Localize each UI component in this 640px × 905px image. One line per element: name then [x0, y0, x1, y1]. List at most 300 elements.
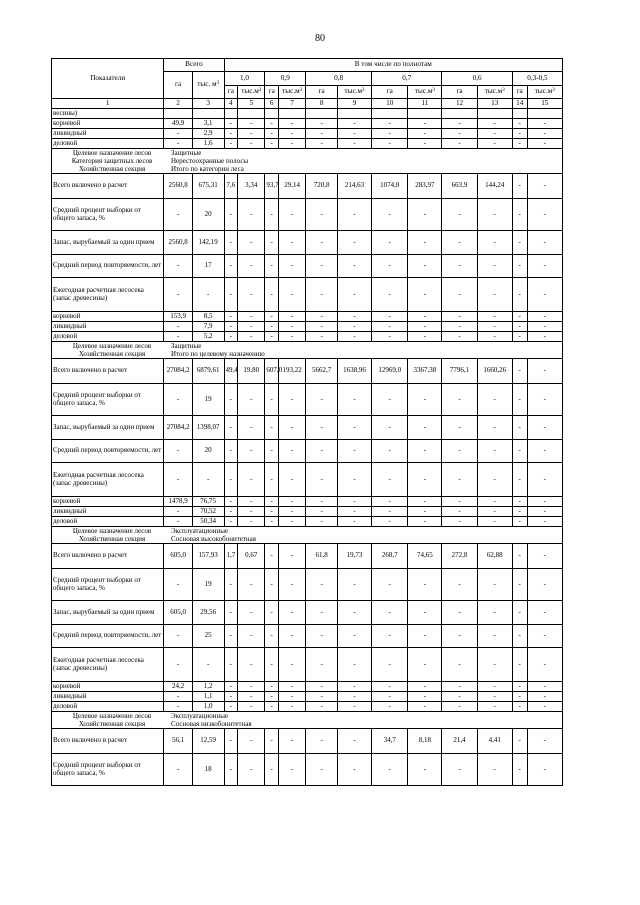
cell-value: - — [477, 231, 512, 255]
table-row — [52, 569, 563, 601]
section-info-row — [52, 149, 563, 174]
cell-value: 1,6 — [192, 139, 224, 149]
cell-value: - — [224, 278, 238, 312]
cell-value: - — [279, 754, 306, 786]
cell-value: - — [279, 416, 306, 440]
cell-value: 18 — [192, 754, 224, 786]
cell-value: - — [477, 682, 512, 692]
superscript-3: 3 — [362, 88, 365, 94]
cell-value: - — [265, 517, 279, 527]
cell-value: - — [442, 692, 477, 702]
cell-value: - — [238, 129, 265, 139]
cell-value: - — [164, 507, 192, 517]
cell-value: - — [512, 544, 527, 569]
section-info-value: Защитные — [171, 342, 202, 350]
section-info-line — [52, 157, 562, 165]
section-info-value: Защитные — [171, 149, 202, 157]
cell-value — [306, 109, 338, 119]
table-row — [52, 702, 563, 712]
cell-value: - — [527, 497, 562, 507]
cell-value: 19 — [192, 384, 224, 416]
cell-value: - — [527, 384, 562, 416]
cell-value: 153,9 — [164, 312, 192, 322]
section-info-line — [52, 527, 562, 535]
cell-value: - — [408, 497, 442, 507]
cell-value: - — [238, 569, 265, 601]
cell-value: - — [279, 312, 306, 322]
cell-value: - — [338, 682, 372, 692]
cell-value: 24,2 — [164, 682, 192, 692]
cell-value: - — [265, 332, 279, 342]
cell-value: - — [408, 507, 442, 517]
row-label: Всего включено в расчет — [52, 729, 164, 754]
cell-value: - — [306, 440, 338, 463]
cell-value: - — [527, 322, 562, 332]
cell-value: - — [306, 682, 338, 692]
cell-value: - — [279, 440, 306, 463]
cell-value: - — [164, 255, 192, 278]
cell-value: - — [527, 139, 562, 149]
cell-value: - — [512, 174, 527, 199]
cell-value: - — [527, 648, 562, 682]
cell-value: - — [442, 497, 477, 507]
cell-value: 17 — [192, 255, 224, 278]
row-label: корневой — [52, 312, 164, 322]
cell-value: 1,7 — [224, 544, 238, 569]
column-number: 9 — [338, 99, 372, 109]
cell-value: - — [279, 139, 306, 149]
cell-value: - — [338, 625, 372, 648]
header-ha: га — [442, 86, 477, 99]
cell-value: 1638,96 — [338, 359, 372, 384]
cell-value: - — [238, 463, 265, 497]
cell-value: - — [477, 384, 512, 416]
cell-value: - — [265, 278, 279, 312]
cell-value: - — [338, 199, 372, 231]
cell-value: - — [527, 754, 562, 786]
cell-value: - — [527, 601, 562, 625]
cell-value — [192, 109, 224, 119]
cell-value: - — [164, 648, 192, 682]
cell-value: 157,93 — [192, 544, 224, 569]
cell-value: - — [512, 517, 527, 527]
cell-value: - — [477, 129, 512, 139]
cell-value: 56,1 — [164, 729, 192, 754]
cell-value: - — [512, 312, 527, 322]
table-row — [52, 231, 563, 255]
header-density: 1,0 — [224, 72, 265, 86]
cell-value: - — [442, 139, 477, 149]
cell-value: - — [512, 569, 527, 601]
row-label: корневой — [52, 682, 164, 692]
section-info-key: Целевое назначение лесов — [72, 342, 152, 350]
cell-value: - — [224, 729, 238, 754]
cell-value: - — [408, 416, 442, 440]
cell-value: - — [265, 312, 279, 322]
row-label: деловой — [52, 517, 164, 527]
cell-value: - — [238, 507, 265, 517]
cell-value: - — [442, 199, 477, 231]
cell-value: 25 — [192, 625, 224, 648]
cell-value: - — [238, 601, 265, 625]
cell-value: - — [238, 517, 265, 527]
cell-value: - — [527, 440, 562, 463]
cell-value: - — [238, 497, 265, 507]
cell-value: - — [279, 507, 306, 517]
cell-value: - — [224, 312, 238, 322]
cell-value: - — [338, 129, 372, 139]
cell-value: - — [372, 199, 408, 231]
cell-value: - — [224, 384, 238, 416]
cell-value: - — [164, 517, 192, 527]
cell-value: 605,0 — [164, 544, 192, 569]
cell-value: - — [477, 692, 512, 702]
cell-value: - — [527, 544, 562, 569]
row-label: ликвидный — [52, 129, 164, 139]
cell-value: - — [512, 231, 527, 255]
cell-value: - — [238, 648, 265, 682]
row-label: Запас, вырубаемый за один прием — [52, 231, 164, 255]
cell-value: - — [224, 129, 238, 139]
cell-value: - — [442, 754, 477, 786]
cell-value: - — [306, 199, 338, 231]
cell-value: - — [164, 199, 192, 231]
header-ha: га — [224, 86, 238, 99]
cell-value: - — [238, 312, 265, 322]
cell-value: - — [265, 463, 279, 497]
cell-value: - — [279, 332, 306, 342]
cell-value — [372, 109, 408, 119]
cell-value: - — [238, 384, 265, 416]
header-density: 0,9 — [265, 72, 306, 86]
cell-value: - — [164, 332, 192, 342]
cell-value: 19,73 — [338, 544, 372, 569]
cell-value: 1,0 — [192, 702, 224, 712]
cell-value: - — [279, 702, 306, 712]
cell-value: - — [408, 231, 442, 255]
cell-value: - — [279, 255, 306, 278]
table-row — [52, 692, 563, 702]
cell-value: 720,8 — [306, 174, 338, 199]
cell-value: 19 — [192, 569, 224, 601]
column-number: 14 — [512, 99, 527, 109]
cell-value: - — [224, 601, 238, 625]
cell-value: - — [265, 129, 279, 139]
cell-value: - — [306, 416, 338, 440]
table-row — [52, 174, 563, 199]
cell-value: 1,2 — [192, 682, 224, 692]
cell-value: - — [164, 139, 192, 149]
section-info-key: Целевое назначение лесов — [72, 527, 152, 535]
column-number: 7 — [279, 99, 306, 109]
cell-value: - — [238, 682, 265, 692]
header-row — [52, 59, 563, 72]
cell-value: - — [164, 278, 192, 312]
cell-value: - — [477, 569, 512, 601]
section-info-value: Итого по категории леса — [171, 165, 244, 173]
cell-value: - — [279, 569, 306, 601]
cell-value: 61,8 — [306, 544, 338, 569]
cell-value: - — [512, 119, 527, 129]
column-number: 11 — [408, 99, 442, 109]
cell-value: - — [265, 440, 279, 463]
cell-value — [265, 109, 279, 119]
cell-value: - — [238, 255, 265, 278]
cell-value: - — [265, 322, 279, 332]
table-row — [52, 199, 563, 231]
section-info-line — [52, 342, 562, 350]
cell-value: - — [224, 440, 238, 463]
cell-value: - — [279, 682, 306, 692]
cell-value: - — [442, 322, 477, 332]
section-info-line — [52, 350, 562, 358]
cell-value: 272,8 — [442, 544, 477, 569]
table-row — [52, 507, 563, 517]
row-label: деловой — [52, 139, 164, 149]
cell-value: - — [527, 416, 562, 440]
header-in-that: В том числе по полнотам — [224, 59, 562, 72]
row-label: корневой — [52, 119, 164, 129]
cell-value: - — [224, 416, 238, 440]
cell-value: - — [372, 682, 408, 692]
cell-value: - — [338, 139, 372, 149]
table-row — [52, 129, 563, 139]
cell-value: - — [372, 625, 408, 648]
cell-value: - — [306, 129, 338, 139]
cell-value: - — [192, 463, 224, 497]
cell-value: - — [512, 255, 527, 278]
cell-value: 4,41 — [477, 729, 512, 754]
cell-value: 62,88 — [477, 544, 512, 569]
cell-value: - — [338, 119, 372, 129]
cell-value: - — [477, 139, 512, 149]
column-number: 8 — [306, 99, 338, 109]
section-info-row — [52, 712, 563, 729]
cell-value — [164, 109, 192, 119]
superscript-3: 3 — [432, 88, 435, 94]
row-label: Всего включено в расчет — [52, 174, 164, 199]
cell-value: - — [512, 278, 527, 312]
cell-value: - — [477, 199, 512, 231]
header-indicators: Показатели — [52, 59, 164, 99]
header-thm: $тыс.м^3$ — [527, 86, 562, 99]
cell-value: - — [408, 440, 442, 463]
cell-value: 93,7 — [265, 174, 279, 199]
section-info-line — [52, 165, 562, 173]
cell-value: - — [512, 384, 527, 416]
cell-value: - — [442, 129, 477, 139]
row-label: Всего включено в расчет — [52, 359, 164, 384]
cell-value: 142,19 — [192, 231, 224, 255]
cell-value: - — [306, 702, 338, 712]
section-info-key: Хозяйственная секция — [78, 720, 146, 728]
cell-value: - — [306, 601, 338, 625]
cell-value: 5,2 — [192, 332, 224, 342]
cell-value: 49,9 — [164, 119, 192, 129]
cell-value: - — [306, 692, 338, 702]
cell-value: - — [512, 322, 527, 332]
cell-value: 34,7 — [372, 729, 408, 754]
section-info-key: Целевое назначение лесов — [72, 149, 152, 157]
cell-value: - — [512, 507, 527, 517]
cell-value: - — [279, 544, 306, 569]
cell-value: - — [442, 702, 477, 712]
cell-value: - — [238, 729, 265, 754]
cell-value: - — [408, 312, 442, 322]
cell-value: - — [527, 199, 562, 231]
cell-value: - — [164, 322, 192, 332]
cell-value: - — [306, 507, 338, 517]
cell-value: - — [477, 322, 512, 332]
cell-value: - — [477, 497, 512, 507]
cell-value: - — [192, 278, 224, 312]
column-number: 12 — [442, 99, 477, 109]
cell-value: - — [265, 384, 279, 416]
cell-value: - — [279, 692, 306, 702]
cell-value: - — [238, 199, 265, 231]
cell-value: - — [238, 692, 265, 702]
section-info — [52, 342, 563, 359]
cell-value: - — [372, 129, 408, 139]
table-row — [52, 729, 563, 754]
cell-value: - — [338, 255, 372, 278]
cell-value: - — [527, 231, 562, 255]
cell-value: 20 — [192, 440, 224, 463]
cell-value: - — [265, 754, 279, 786]
row-label: деловой — [52, 702, 164, 712]
cell-value: 144,24 — [477, 174, 512, 199]
cell-value — [279, 109, 306, 119]
cell-value: - — [442, 463, 477, 497]
cell-value: - — [442, 648, 477, 682]
table-row — [52, 359, 563, 384]
cell-value: - — [527, 359, 562, 384]
header-ha: га — [265, 86, 279, 99]
section-info-row — [52, 342, 563, 359]
cell-value: - — [477, 255, 512, 278]
cell-value: - — [306, 754, 338, 786]
section-info-line — [52, 149, 562, 157]
cell-value: - — [265, 231, 279, 255]
cell-value: - — [408, 129, 442, 139]
cell-value: - — [164, 129, 192, 139]
cell-value: 50,34 — [192, 517, 224, 527]
cell-value: - — [279, 119, 306, 129]
row-label: Средний процент выборки от общего запаса, % — [52, 199, 164, 231]
cell-value: - — [238, 625, 265, 648]
header-thm: $тыс.м^3$ — [477, 86, 512, 99]
cell-value: - — [224, 332, 238, 342]
cell-value: - — [372, 231, 408, 255]
cell-value: 0,67 — [238, 544, 265, 569]
section-info — [52, 527, 563, 544]
cell-value: - — [224, 463, 238, 497]
cell-value: - — [408, 682, 442, 692]
cell-value: 1478,9 — [164, 497, 192, 507]
cell-value: - — [224, 682, 238, 692]
cell-value: - — [477, 332, 512, 342]
cell-value: - — [224, 139, 238, 149]
cell-value: - — [372, 507, 408, 517]
cell-value: - — [408, 754, 442, 786]
cell-value: 675,31 — [192, 174, 224, 199]
cell-value: - — [224, 648, 238, 682]
table-row — [52, 463, 563, 497]
row-label: Ежегодная расчетная лесосека (запас древесины) — [52, 278, 164, 312]
cell-value: - — [372, 440, 408, 463]
cell-value: - — [527, 702, 562, 712]
cell-value: - — [265, 119, 279, 129]
cell-value: - — [306, 255, 338, 278]
cell-value: - — [338, 231, 372, 255]
cell-value: - — [512, 754, 527, 786]
table-row — [52, 312, 563, 322]
header-density: 0,7 — [372, 72, 442, 86]
cell-value: - — [442, 507, 477, 517]
cell-value: - — [238, 231, 265, 255]
cell-value: 605,0 — [164, 601, 192, 625]
cell-value: - — [238, 322, 265, 332]
cell-value: - — [442, 601, 477, 625]
cell-value: - — [164, 692, 192, 702]
cell-value: 12,59 — [192, 729, 224, 754]
cell-value: - — [527, 682, 562, 692]
cell-value: - — [224, 507, 238, 517]
cell-value: - — [512, 625, 527, 648]
cell-value: - — [279, 729, 306, 754]
section-info-key: Хозяйственная секция — [78, 535, 146, 543]
cell-value: - — [164, 702, 192, 712]
cell-value: - — [372, 322, 408, 332]
row-label: Средний процент выборки от общего запаса, % — [52, 754, 164, 786]
row-label: Ежегодная расчетная лесосека (запас древесины) — [52, 648, 164, 682]
table-row — [52, 322, 563, 332]
row-label: Средний процент выборки от общего запаса, % — [52, 384, 164, 416]
cell-value: 27084,2 — [164, 359, 192, 384]
cell-value: - — [164, 440, 192, 463]
cell-value: 7796,1 — [442, 359, 477, 384]
cell-value: - — [224, 497, 238, 507]
section-info-row — [52, 527, 563, 544]
cell-value: - — [527, 255, 562, 278]
row-label: Ежегодная расчетная лесосека (запас древесины) — [52, 463, 164, 497]
cell-value: - — [477, 507, 512, 517]
row-label: корневой — [52, 497, 164, 507]
cell-value: - — [372, 463, 408, 497]
cell-value: 27084,2 — [164, 416, 192, 440]
cell-value: - — [306, 231, 338, 255]
cell-value — [442, 109, 477, 119]
cell-value: - — [224, 322, 238, 332]
cell-value: - — [306, 332, 338, 342]
column-number: 13 — [477, 99, 512, 109]
row-label: Запас, вырубаемый за один прием — [52, 601, 164, 625]
cell-value: - — [408, 463, 442, 497]
cell-value — [512, 109, 527, 119]
cell-value: - — [279, 601, 306, 625]
section-info-value: Итого по целевому назначению — [171, 350, 265, 358]
cell-value: - — [306, 463, 338, 497]
row-label: ликвидный — [52, 507, 164, 517]
cell-value: - — [279, 625, 306, 648]
cell-value: 1398,07 — [192, 416, 224, 440]
cell-value: - — [527, 332, 562, 342]
cell-value: - — [238, 754, 265, 786]
cell-value: - — [306, 625, 338, 648]
section-info — [52, 149, 563, 174]
cell-value: 20 — [192, 199, 224, 231]
cell-value: - — [408, 332, 442, 342]
